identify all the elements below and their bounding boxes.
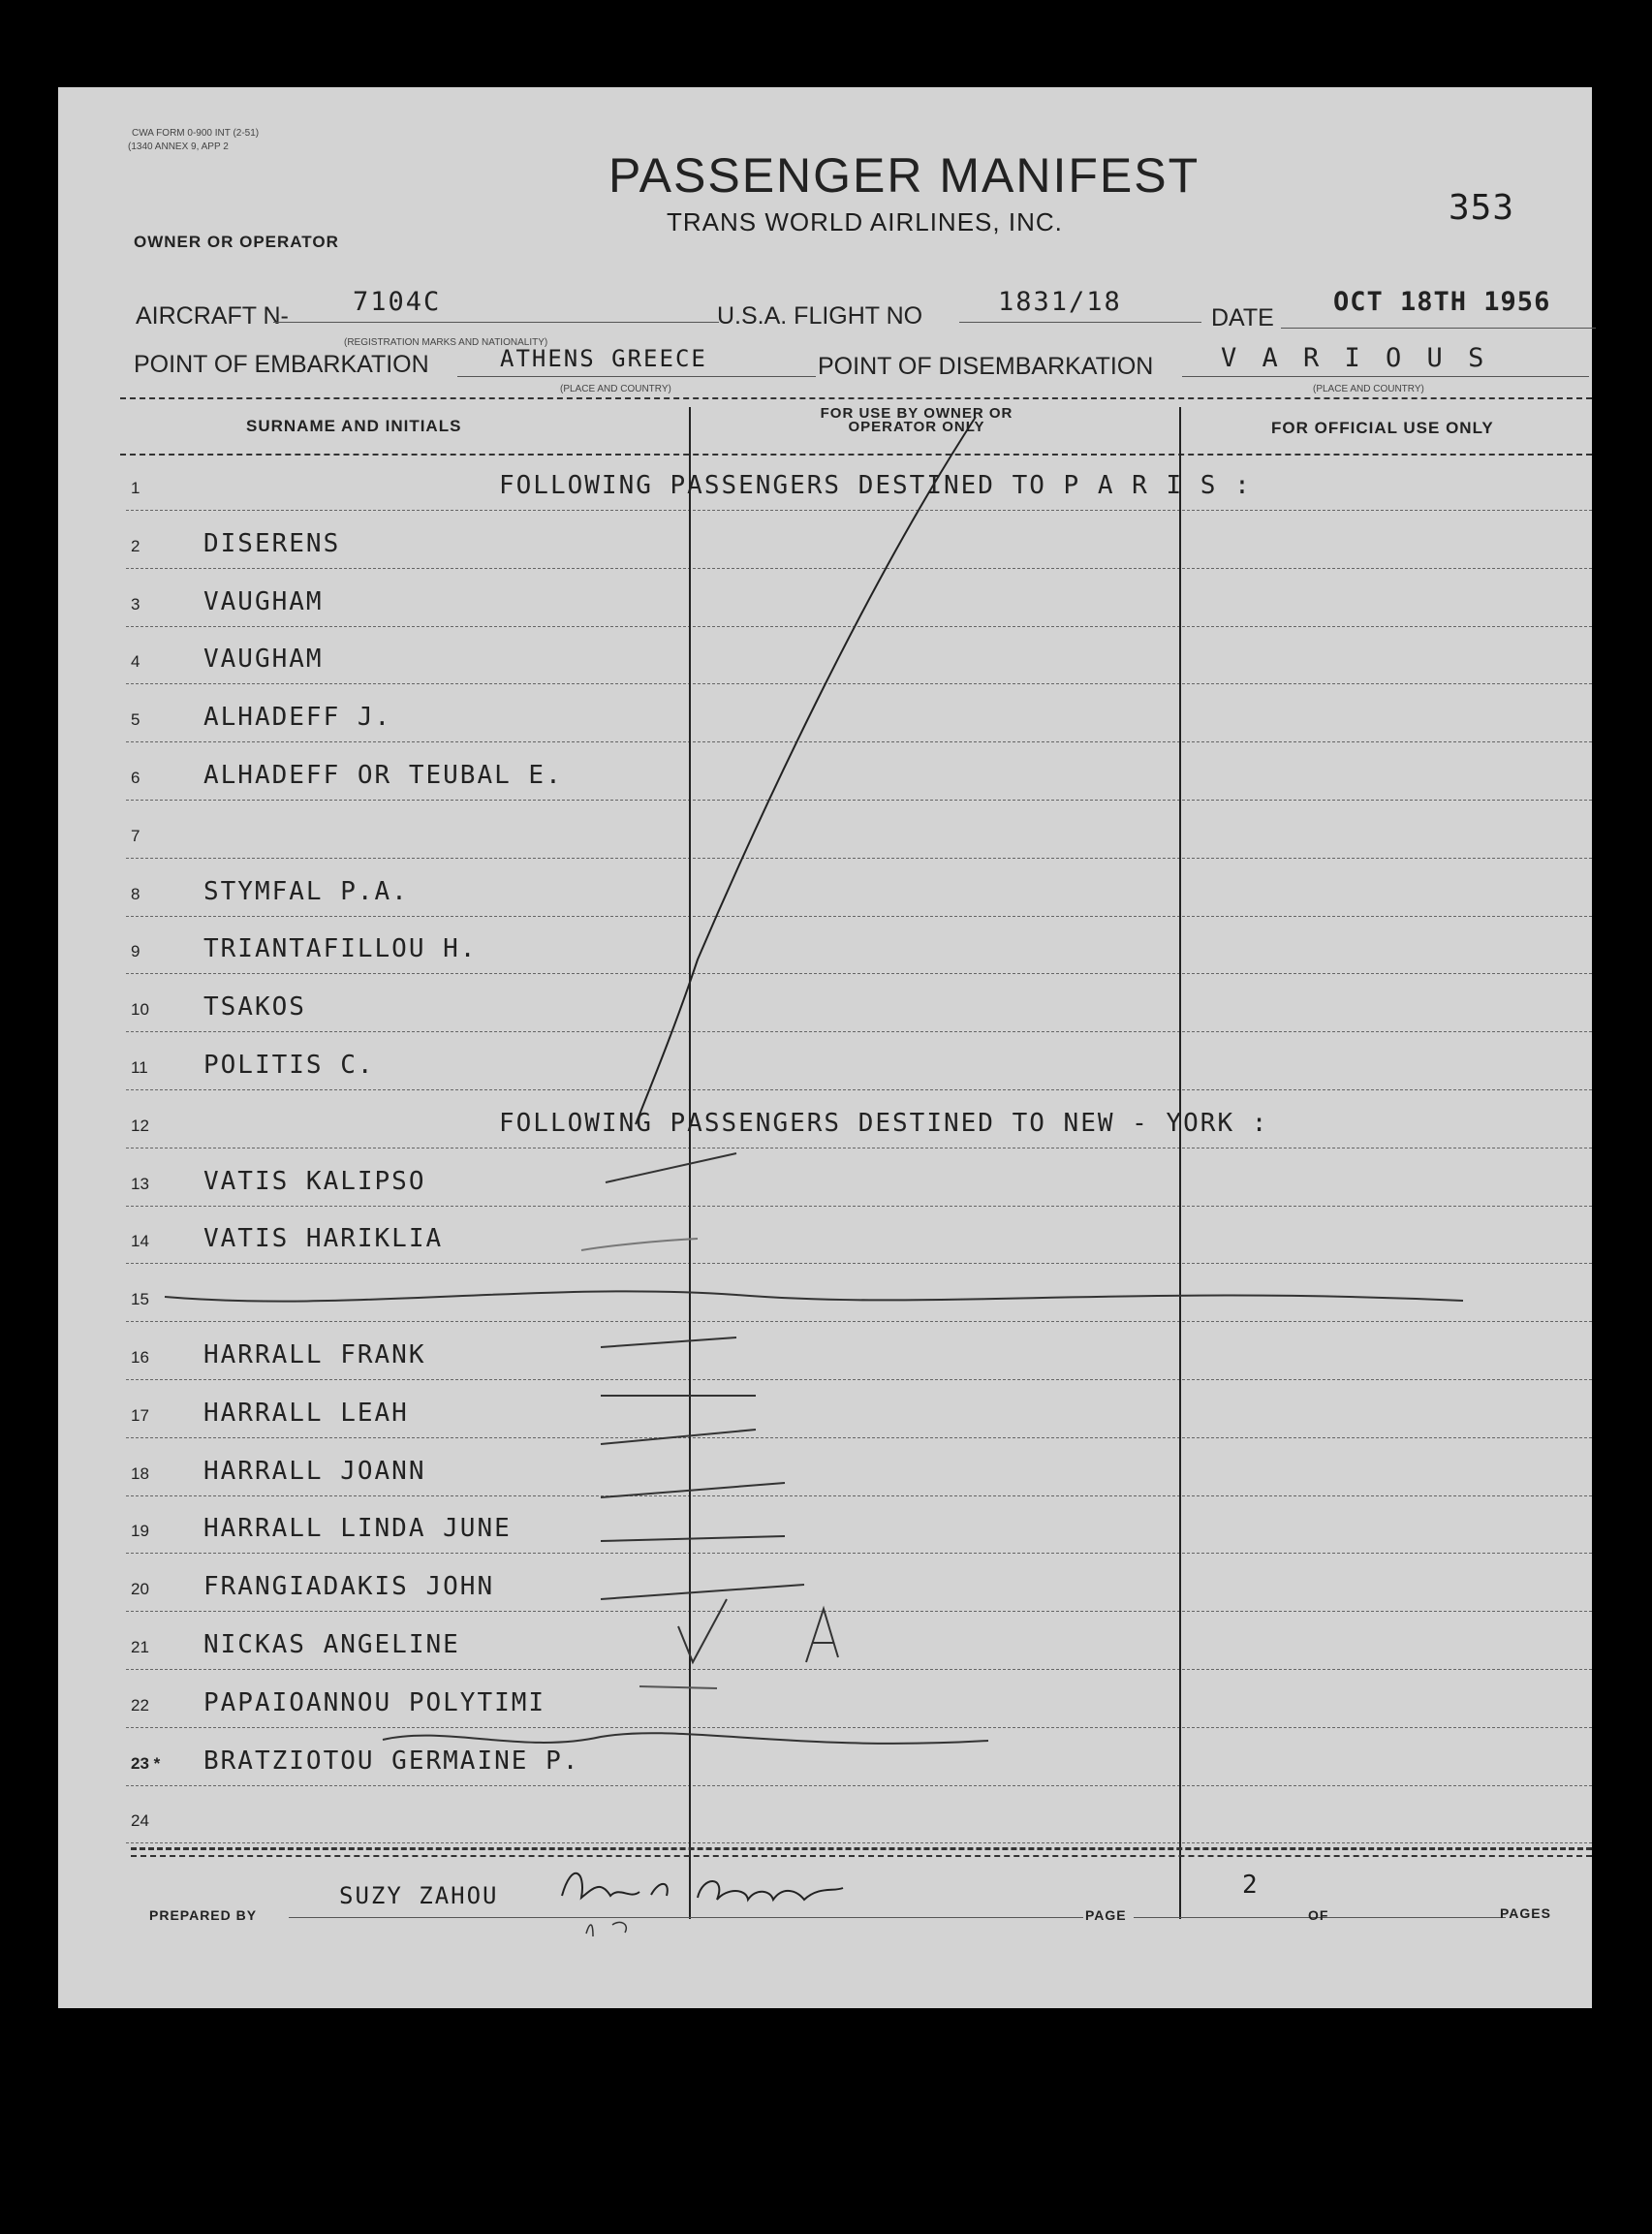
pen-initials	[586, 1922, 626, 1936]
row-number: 10	[131, 1000, 149, 1020]
disembarkation-value: V A R I O U S	[1221, 343, 1489, 373]
row-number: 12	[131, 1116, 149, 1135]
row-text: NICKAS ANGELINE	[203, 1630, 460, 1659]
row-number: 24	[131, 1811, 149, 1831]
airline-name: TRANS WORLD AIRLINES, INC.	[667, 207, 1063, 236]
pen-stroke-wave-15	[165, 1291, 1463, 1301]
row-number: 21	[131, 1638, 149, 1656]
disembarkation-note: (PLACE AND COUNTRY)	[1313, 384, 1424, 394]
row-text: HARRALL JOANN	[203, 1456, 426, 1486]
pen-stroke-a-22	[806, 1609, 838, 1662]
form-code-line2: (1340 ANNEX 9, APP 2	[128, 142, 229, 152]
row-number: 23 *	[131, 1753, 161, 1773]
aircraft-value: 7104C	[353, 287, 442, 317]
row-number: 19	[131, 1522, 149, 1541]
pen-stroke-tick-21	[601, 1585, 804, 1599]
col-surname-header: SURNAME AND INITIALS	[246, 417, 462, 435]
row-text: HARRALL LINDA JUNE	[203, 1514, 512, 1544]
owner-label: OWNER OR OPERATOR	[134, 233, 339, 251]
row-text: BRATZIOTOU GERMAINE P.	[203, 1746, 580, 1776]
pen-stroke-diagonal	[636, 417, 976, 1124]
row-number: 7	[131, 826, 140, 845]
embarkation-value: ATHENS GREECE	[500, 345, 707, 372]
pen-stroke-tick-18	[601, 1430, 756, 1444]
row-number: 17	[131, 1405, 149, 1425]
date-label: DATE	[1211, 304, 1274, 331]
handwritten-marks	[58, 87, 1592, 2008]
row-text: POLITIS C.	[203, 1051, 375, 1080]
pen-stroke-tick-14	[581, 1239, 698, 1250]
row-text: FOLLOWING PASSENGERS DESTINED TO P A R I S :	[499, 471, 1252, 500]
pen-stroke-check-22	[678, 1599, 727, 1662]
row-number: 16	[131, 1348, 149, 1367]
row-text: ALHADEFF J.	[203, 703, 392, 733]
prepared-by-label: PREPARED BY	[149, 1907, 258, 1923]
row-number: 13	[131, 1174, 149, 1193]
row-text: STYMFAL P.A.	[203, 876, 409, 906]
row-text: VAUGHAM	[203, 645, 324, 675]
row-number: 9	[131, 942, 140, 961]
pen-stroke-tick-19	[601, 1483, 785, 1497]
row-number: 1	[131, 479, 140, 497]
pen-signature	[562, 1873, 843, 1900]
row-number: 8	[131, 884, 140, 903]
row-number: 20	[131, 1580, 149, 1599]
prepared-by-underline	[289, 1917, 1083, 1918]
row-text: FOLLOWING PASSENGERS DESTINED TO NEW - YORK :	[499, 1108, 1269, 1138]
pen-stroke-tick-16	[601, 1337, 736, 1347]
aircraft-label: AIRCRAFT N-	[136, 302, 289, 330]
row-number: 14	[131, 1232, 149, 1251]
row-number: 2	[131, 536, 140, 555]
pen-stroke-tick-23	[639, 1686, 717, 1688]
row-number: 5	[131, 710, 140, 730]
embarkation-note: (PLACE AND COUNTRY)	[560, 384, 671, 394]
row-text: PAPAIOANNOU POLYTIMI	[203, 1687, 546, 1717]
page-value: 2	[1242, 1871, 1260, 1900]
pen-stroke-wave-24	[383, 1733, 988, 1744]
col-official-header: FOR OFFICIAL USE ONLY	[1271, 419, 1494, 437]
row-text: TSAKOS	[203, 992, 306, 1023]
pen-stroke-tick-20	[601, 1536, 785, 1541]
pages-label: PAGES	[1500, 1905, 1551, 1921]
manifest-sheet	[58, 87, 1592, 2008]
row-number: 18	[131, 1463, 149, 1483]
page-title: PASSENGER MANIFEST	[608, 148, 1200, 203]
row-text: VATIS HARIKLIA	[203, 1224, 444, 1254]
row-text: FRANGIADAKIS JOHN	[203, 1572, 495, 1602]
registration-note: (REGISTRATION MARKS AND NATIONALITY)	[344, 337, 548, 348]
col-owner-use-header: FOR USE BY OWNER OR OPERATOR ONLY	[820, 405, 1013, 435]
page-label: PAGE	[1085, 1907, 1127, 1923]
row-text: HARRALL FRANK	[203, 1340, 426, 1369]
row-number: 6	[131, 769, 140, 787]
date-value: OCT 18TH 1956	[1333, 287, 1551, 317]
row-number: 3	[131, 594, 140, 614]
row-number: 22	[131, 1695, 149, 1715]
row-text: ALHADEFF OR TEUBAL E.	[203, 761, 563, 790]
prepared-by-value: SUZY ZAHOU	[339, 1882, 499, 1909]
row-number: 11	[131, 1058, 148, 1077]
row-number: 15	[131, 1290, 149, 1309]
sheet-number: 353	[1449, 188, 1515, 228]
disembarkation-label: POINT OF DISEMBARKATION	[818, 353, 1154, 380]
embarkation-label: POINT OF EMBARKATION	[134, 351, 429, 378]
row-text: VATIS KALIPSO	[203, 1166, 426, 1196]
flight-label: U.S.A. FLIGHT NO	[717, 302, 923, 330]
form-code-line1: CWA FORM 0-900 INT (2-51)	[132, 128, 260, 139]
of-underline	[1335, 1917, 1506, 1918]
row-text: DISERENS	[203, 528, 341, 558]
flight-value: 1831/18	[998, 287, 1122, 317]
row-text: VAUGHAM	[203, 586, 324, 616]
row-text: TRIANTAFILLOU H.	[203, 934, 478, 964]
of-label: OF	[1308, 1907, 1329, 1923]
row-number: 4	[131, 652, 140, 672]
row-text: HARRALL LEAH	[203, 1398, 409, 1428]
pen-stroke-tick-13	[606, 1153, 736, 1182]
